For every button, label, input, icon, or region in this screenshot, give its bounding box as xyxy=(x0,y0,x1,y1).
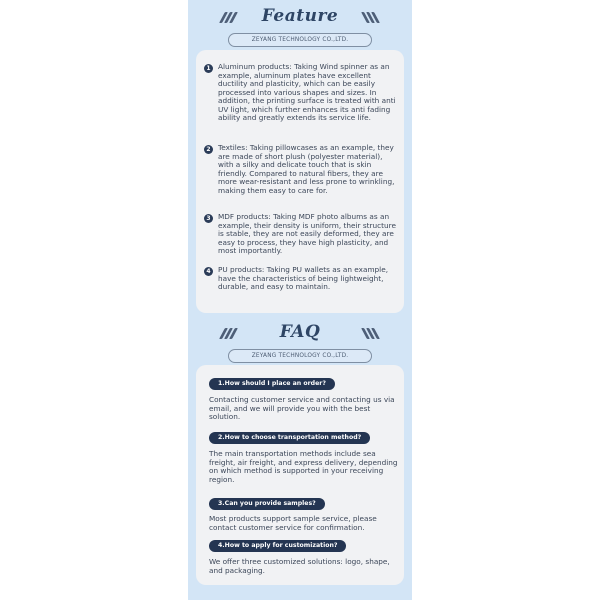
number-badge-icon: 3 xyxy=(204,214,213,223)
faq-question-pill: 2.How to choose transportation method? xyxy=(209,432,370,444)
faq-answer: We offer three customized solutions: logo, shape, and packaging. xyxy=(209,557,390,575)
faq-title: FAQ xyxy=(279,322,321,342)
feature-header xyxy=(188,6,412,54)
feature-text: Textiles: Taking pillowcases as an example, they are made of short plush (polyester material), with a silky and delicate touch that is skin friendly. Compared to natural fibers, they are more wear-resistant and less prone to wrinkling, making them easy to care for. xyxy=(218,143,395,195)
faq-header xyxy=(188,322,412,370)
decorative-stripes-icon xyxy=(362,328,382,340)
number-badge-icon: 1 xyxy=(204,64,213,73)
faq-question-pill: 4.How to apply for customization? xyxy=(209,540,346,552)
feature-card xyxy=(196,50,404,313)
number-badge-icon: 2 xyxy=(204,145,213,154)
feature-text: MDF products: Taking MDF photo albums as an example, their density is uniform, their structure is stable, they are not easily deformed, they are easy to process, they have high plasticity, and most importantly. xyxy=(218,212,396,255)
feature-title: Feature xyxy=(261,6,339,26)
content-strip xyxy=(188,0,412,600)
faq-answer: Contacting customer service and contacting us via email, and we will provide you with the best solution. xyxy=(209,395,395,421)
faq-question-pill: 1.How should I place an order? xyxy=(209,378,335,390)
decorative-stripes-icon xyxy=(362,12,382,24)
number-badge-icon: 4 xyxy=(204,267,213,276)
faq-answer: Most products support sample service, please contact customer service for confirmation. xyxy=(209,514,377,532)
feature-text: PU products: Taking PU wallets as an example, have the characteristics of being lightweight, durable, and easy to maintain. xyxy=(218,265,389,291)
faq-question-pill: 3.Can you provide samples? xyxy=(209,498,325,510)
feature-text: Aluminum products: Taking Wind spinner as an example, aluminum plates have excellent ductility and plasticity, which can be easily processed into various shapes and sizes. In addition, the printing surface is treated with anti UV light, which further enhances its anti fading ability and greatly extends its service life. xyxy=(218,62,396,122)
faq-card xyxy=(196,365,404,585)
faq-subtitle: ZEYANG TECHNOLOGY CO.,LTD. xyxy=(228,349,372,363)
faq-answer: The main transportation methods include sea freight, air freight, and express delivery, depending on which method is supported in your receiving region. xyxy=(209,449,398,484)
feature-subtitle: ZEYANG TECHNOLOGY CO.,LTD. xyxy=(228,33,372,47)
